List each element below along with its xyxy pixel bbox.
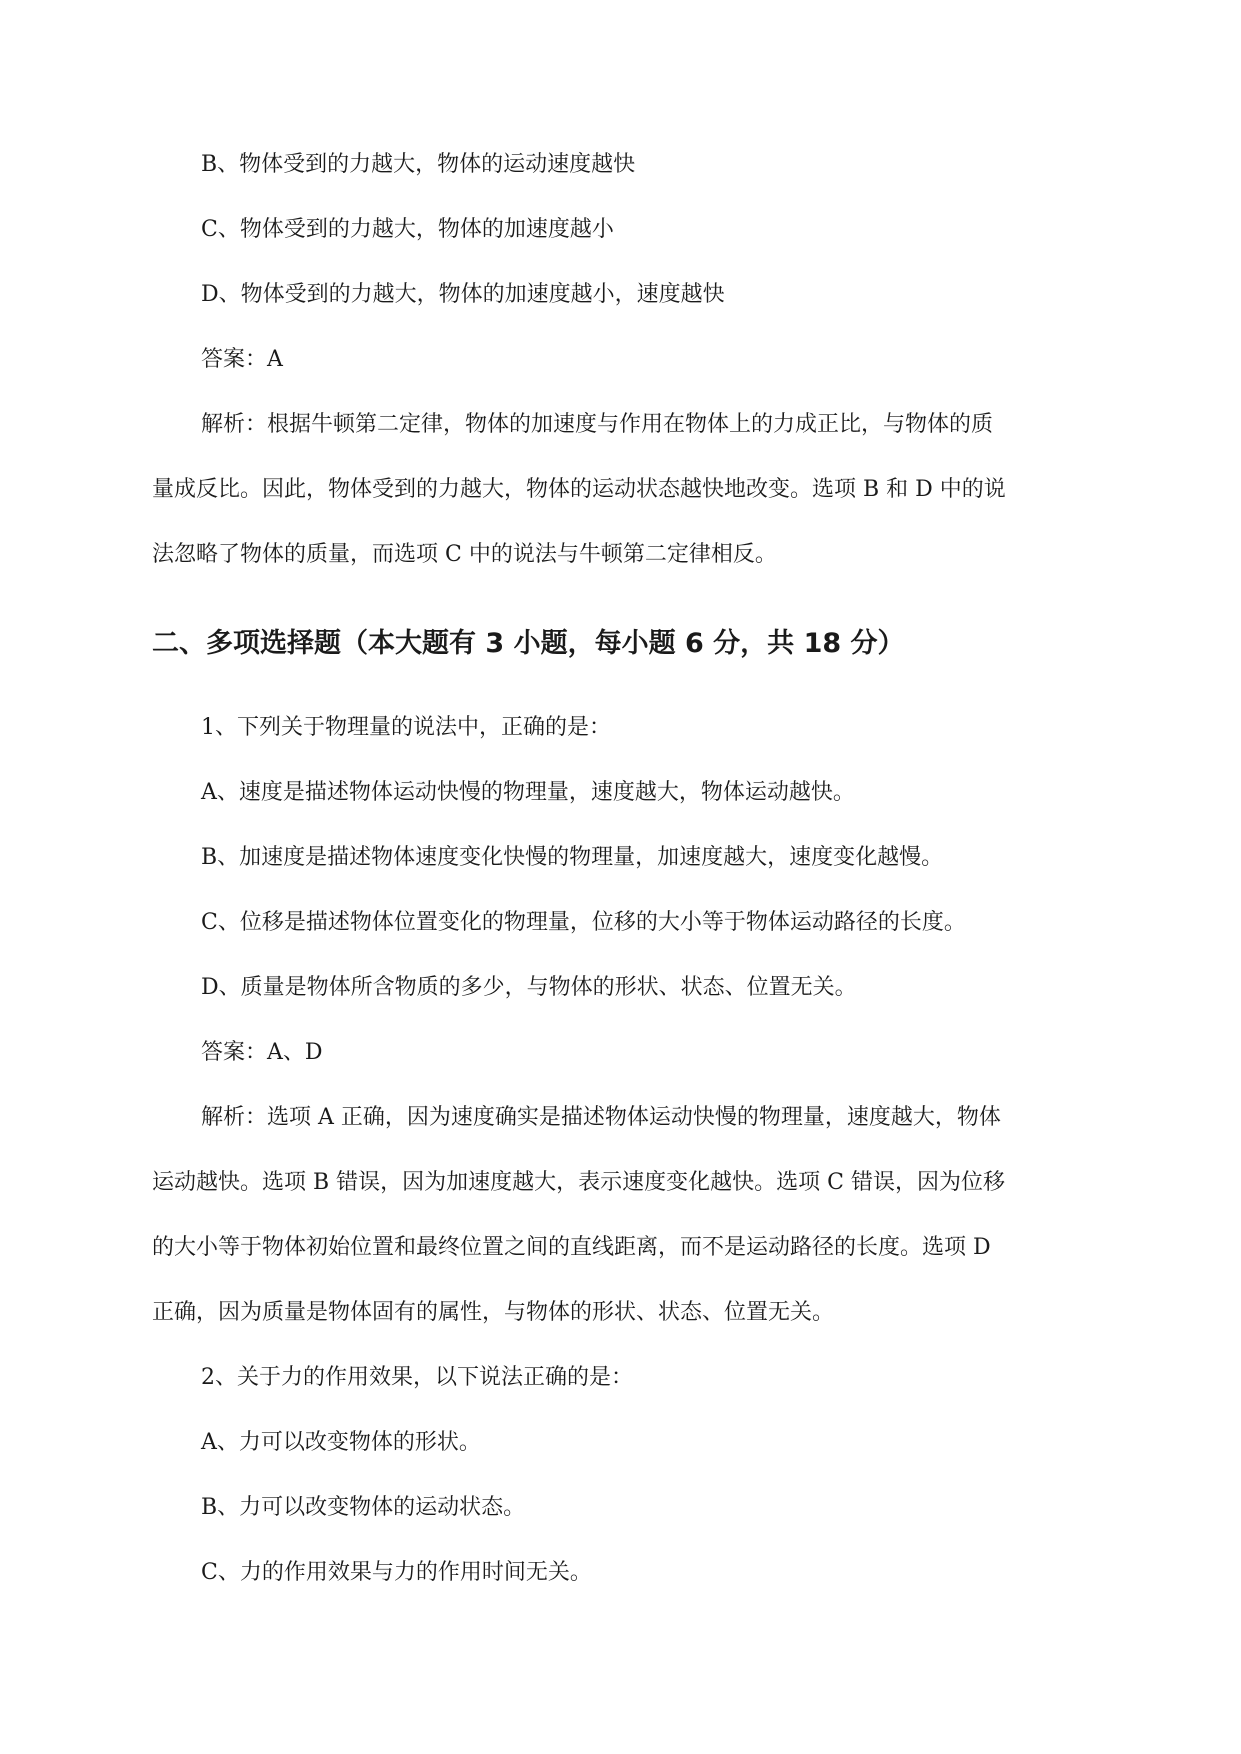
- q1-option-d: D、质量是物体所含物质的多少，与物体的形状、状态、位置无关。: [201, 975, 857, 1000]
- q2-stem: 2、关于力的作用效果，以下说法正确的是：: [201, 1365, 633, 1390]
- q2-option-c: C、力的作用效果与力的作用时间无关。: [201, 1560, 592, 1585]
- q1-option-b: B、加速度是描述物体速度变化快慢的物理量，加速度越大，速度变化越慢。: [201, 845, 944, 870]
- prev-option-d: D、物体受到的力越大，物体的加速度越小，速度越快: [201, 282, 725, 307]
- q1-answer: 答案：A、D: [201, 1040, 323, 1065]
- q1-analysis-line: 正确，因为质量是物体固有的属性，与物体的形状、状态、位置无关。: [152, 1300, 835, 1325]
- q2-option-b: B、力可以改变物体的运动状态。: [201, 1495, 526, 1520]
- prev-analysis-line: 解析：根据牛顿第二定律，物体的加速度与作用在物体上的力成正比，与物体的质: [201, 412, 994, 437]
- prev-analysis-line: 量成反比。因此，物体受到的力越大，物体的运动状态越快地改变。选项 B 和 D 中的说: [152, 477, 1006, 502]
- section-heading: 二、多项选择题（本大题有 3 小题，每小题 6 分，共 18 分）: [152, 628, 905, 659]
- prev-option-b: B、物体受到的力越大，物体的运动速度越快: [201, 152, 636, 177]
- prev-analysis-line: 法忽略了物体的质量，而选项 C 中的说法与牛顿第二定律相反。: [152, 542, 777, 567]
- q1-analysis-line: 解析：选项 A 正确，因为速度确实是描述物体运动快慢的物理量，速度越大，物体: [201, 1105, 1001, 1130]
- q1-option-a: A、速度是描述物体运动快慢的物理量，速度越大，物体运动越快。: [201, 780, 855, 805]
- q1-stem: 1、下列关于物理量的说法中，正确的是：: [201, 715, 611, 740]
- q2-option-a: A、力可以改变物体的形状。: [201, 1430, 481, 1455]
- prev-answer: 答案：A: [201, 347, 283, 372]
- q1-analysis-line: 运动越快。选项 B 错误，因为加速度越大，表示速度变化越快。选项 C 错误，因为位移: [152, 1170, 1005, 1195]
- prev-option-c: C、物体受到的力越大，物体的加速度越小: [201, 217, 614, 242]
- q1-option-c: C、位移是描述物体位置变化的物理量，位移的大小等于物体运动路径的长度。: [201, 910, 966, 935]
- q1-analysis-line: 的大小等于物体初始位置和最终位置之间的直线距离，而不是运动路径的长度。选项 D: [152, 1235, 991, 1260]
